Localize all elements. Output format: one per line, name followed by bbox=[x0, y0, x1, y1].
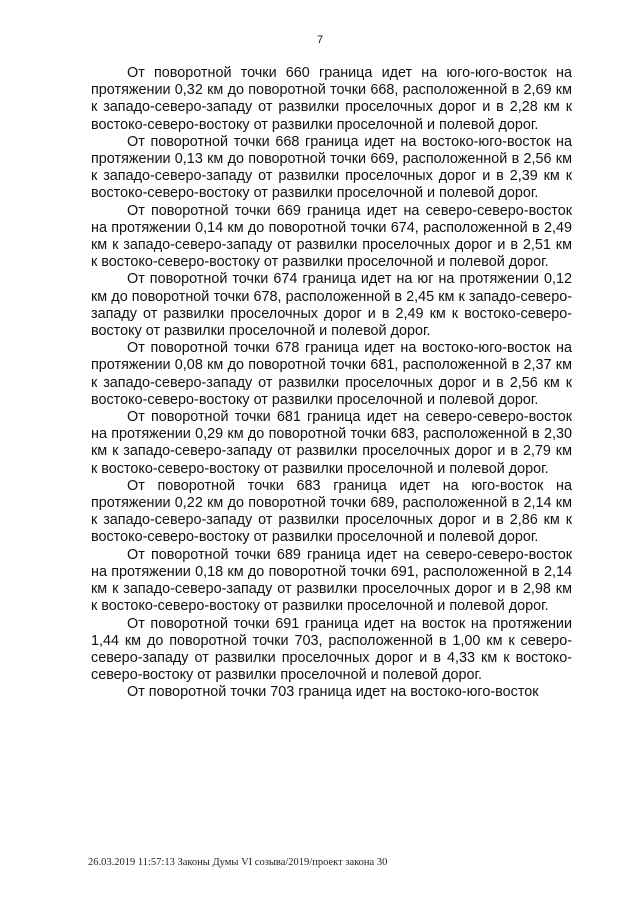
paragraph: От поворотной точки 678 граница идет на востоко-юго-восток на протяжении 0,08 км до поворотной точки 681, расположенной в 2,37 км к западо-северо-западу от развилки проселочных дорог и в 2,56 км к востоко-северо-востоку от развилки проселочной и полевой дорог. bbox=[91, 340, 572, 408]
paragraph: От поворотной точки 674 граница идет на юг на протяжении 0,12 км до поворотной точки 678, расположенной в 2,45 км к западо-северо-западу от развилки проселочных дорог и в 2,49 км к востоко-северо-востоку от развилки проселочной и полевой дорог. bbox=[91, 271, 572, 340]
paragraph: От поворотной точки 703 граница идет на востоко-юго-восток bbox=[127, 684, 539, 701]
paragraph: От поворотной точки 660 граница идет на юго-юго-восток на протяжении 0,32 км до поворотной точки 668, расположенной в 2,69 км к западо-северо-западу от развилки проселочных дорог и в 2,28 км к востоко-северо-востоку от развилки проселочной и полевой дорог. bbox=[91, 65, 572, 133]
document-footer: 26.03.2019 11:57:13 Законы Думы VI созыва/2019/проект закона 30 bbox=[88, 857, 388, 868]
paragraph: От поворотной точки 683 граница идет на юго-восток на протяжении 0,22 км до поворотной точки 689, расположенной в 2,14 км к западо-северо-западу от развилки проселочных дорог и в 2,86 км к востоко-северо-востоку от развилки проселочной и полевой дорог. bbox=[91, 477, 572, 546]
paragraph: От поворотной точки 668 граница идет на востоко-юго-восток на протяжении 0,13 км до поворотной точки 669, расположенной в 2,56 км к западо-северо-западу от развилки проселочных дорог и в 2,39 км к востоко-северо-востоку от развилки проселочной и полевой дорог. bbox=[91, 133, 572, 202]
paragraph: От поворотной точки 689 граница идет на северо-северо-восток на протяжении 0,18 км до поворотной точки 691, расположенной в 2,14 км к западо-северо-западу от развилки проселочных дорог и в 2,98 км к востоко-северо-востоку от развилки проселочной и полевой дорог. bbox=[91, 546, 572, 615]
paragraph: От поворотной точки 691 граница идет на восток на протяжении 1,44 км до поворотной точки 703, расположенной в 1,00 км к северо-северо-западу от развилки проселочных дорог и в 4,33 км к востоко-северо-востоку от развилки проселочной и полевой дорог. bbox=[91, 615, 572, 684]
paragraph: От поворотной точки 669 граница идет на северо-северо-восток на протяжении 0,14 км до поворотной точки 674, расположенной в 2,49 км к западо-северо-западу от развилки проселочных дорог и в 2,51 км к востоко-северо-востоку от развилки проселочной и полевой дорог. bbox=[91, 202, 572, 271]
paragraph: От поворотной точки 681 граница идет на северо-северо-восток на протяжении 0,29 км до поворотной точки 683, расположенной в 2,30 км к западо-северо-западу от развилки проселочных дорог и в 2,79 км к востоко-северо-востоку от развилки проселочной и полевой дорог. bbox=[91, 409, 572, 477]
page-number: 7 bbox=[316, 34, 324, 46]
document-body bbox=[91, 65, 572, 702]
